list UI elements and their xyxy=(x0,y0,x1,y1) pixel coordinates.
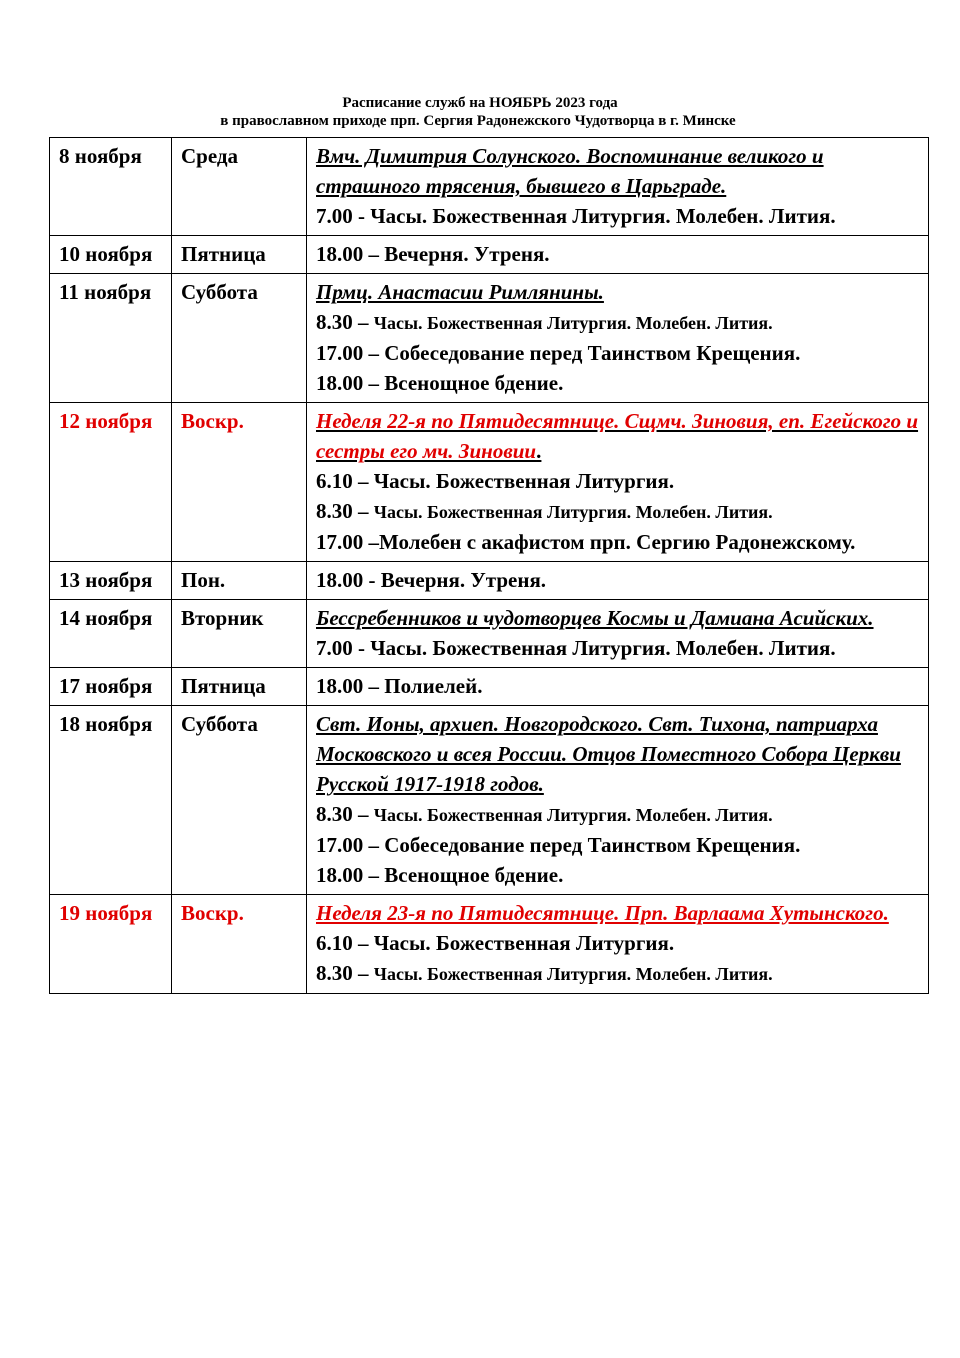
service-text: Молебен с акафистом прп. Сергию Радонежскому. xyxy=(379,530,856,554)
day-cell: Вторник xyxy=(172,600,307,668)
service-time: 18.00 – xyxy=(316,242,385,266)
services-cell xyxy=(307,274,929,403)
service-text: Часы. Божественная Литургия. Молебен. Лития. xyxy=(370,204,836,228)
service-text: Вечерня. Утреня. xyxy=(384,242,550,266)
service-text: Собеседование перед Таинством Крещения. xyxy=(384,833,801,857)
parish-subtitle: в православном приходе прп. Сергия Радонежского Чудотворца в г. Минске xyxy=(220,113,736,129)
day-cell: Пятница xyxy=(172,668,307,706)
day-cell: Среда xyxy=(172,138,307,236)
services-cell xyxy=(307,668,929,706)
feast-title: Вмч. Димитрия Солунского. Воспоминание великого и страшного трясения, бывшего в Царьграде. xyxy=(316,144,824,198)
service-time: 18.00 - xyxy=(316,568,381,592)
services-cell xyxy=(307,236,929,274)
table-row xyxy=(50,236,929,274)
service-text: Вечерня. Утреня. xyxy=(380,568,547,592)
service-line xyxy=(316,799,922,830)
service-text: Всенощное бдение. xyxy=(384,371,564,395)
date-cell: 13 ноября xyxy=(50,562,172,600)
service-line xyxy=(316,496,922,527)
services-cell xyxy=(307,562,929,600)
service-line xyxy=(316,565,922,595)
service-text: Полиелей. xyxy=(384,674,483,698)
service-text: Часы. Божественная Литургия. Молебен. Лития. xyxy=(370,636,836,660)
service-line xyxy=(316,466,922,496)
schedule-title: Расписание служб на НОЯБРЬ 2023 года xyxy=(342,95,618,111)
service-line xyxy=(316,368,922,398)
service-text: Собеседование перед Таинством Крещения. xyxy=(384,341,801,365)
table-row xyxy=(50,403,929,562)
date-cell: 19 ноября xyxy=(50,895,172,994)
service-line xyxy=(316,201,922,231)
service-time: 7.00 - xyxy=(316,204,371,228)
service-text: Часы. Божественная Литургия. xyxy=(373,931,675,955)
feast-title: Прмц. Анастасии Римлянины. xyxy=(316,280,604,304)
date-cell: 12 ноября xyxy=(50,403,172,562)
service-time: 18.00 – xyxy=(316,674,385,698)
feast-title: Свт. Ионы, архиеп. Новгородского. Свт. Тихона, патриарха Московского и всея России. Отцов Поместного Собора Церкви Русской 1917-1918 годов. xyxy=(316,712,901,796)
date-cell: 10 ноября xyxy=(50,236,172,274)
table-row xyxy=(50,600,929,668)
service-text: Часы. Божественная Литургия. Молебен. Лития. xyxy=(373,502,773,522)
services-cell xyxy=(307,138,929,236)
schedule-header xyxy=(0,94,960,130)
table-row xyxy=(50,274,929,403)
service-time: 17.00 – xyxy=(316,530,379,554)
table-row xyxy=(50,562,929,600)
service-time: 6.10 – xyxy=(316,469,374,493)
day-cell: Суббота xyxy=(172,274,307,403)
day-cell: Воскр. xyxy=(172,895,307,994)
service-line xyxy=(316,958,922,989)
service-line xyxy=(316,338,922,368)
service-time: 8.30 – xyxy=(316,961,374,985)
service-line xyxy=(316,307,922,338)
feast-title: Неделя 23-я по Пятидесятнице. Прп. Варлаама Хутынского. xyxy=(316,901,889,925)
day-cell: Воскр. xyxy=(172,403,307,562)
service-time: 8.30 – xyxy=(316,802,374,826)
service-text: Часы. Божественная Литургия. Молебен. Лития. xyxy=(373,313,773,333)
service-line xyxy=(316,239,922,269)
feast-title-line: Неделя 22-я по Пятидесятнице. Сщмч. Зиновия, еп. Егейского и сестры его мч. Зиновии. xyxy=(316,409,919,463)
service-time: 17.00 – xyxy=(316,833,385,857)
table-row xyxy=(50,138,929,236)
date-cell: 8 ноября xyxy=(50,138,172,236)
service-line xyxy=(316,527,922,557)
service-time: 18.00 – xyxy=(316,863,385,887)
feast-title: Неделя 22-я по Пятидесятнице. Сщмч. Зиновия, еп. Егейского и сестры его мч. Зиновии xyxy=(316,409,919,463)
service-time: 6.10 – xyxy=(316,931,374,955)
schedule-table xyxy=(49,137,929,994)
services-cell xyxy=(307,600,929,668)
service-line xyxy=(316,830,922,860)
table-row xyxy=(50,668,929,706)
service-line xyxy=(316,633,922,663)
date-cell: 14 ноября xyxy=(50,600,172,668)
service-time: 18.00 – xyxy=(316,371,385,395)
day-cell: Пятница xyxy=(172,236,307,274)
service-text: Всенощное бдение. xyxy=(384,863,564,887)
service-time: 8.30 – xyxy=(316,499,374,523)
day-cell: Пон. xyxy=(172,562,307,600)
date-cell: 17 ноября xyxy=(50,668,172,706)
service-line xyxy=(316,928,922,958)
date-cell: 18 ноября xyxy=(50,706,172,895)
services-cell xyxy=(307,895,929,994)
service-time: 8.30 – xyxy=(316,310,374,334)
service-text: Часы. Божественная Литургия. xyxy=(373,469,675,493)
service-line xyxy=(316,860,922,890)
services-cell xyxy=(307,706,929,895)
service-text: Часы. Божественная Литургия. Молебен. Лития. xyxy=(373,964,773,984)
service-time: 17.00 – xyxy=(316,341,385,365)
day-cell: Суббота xyxy=(172,706,307,895)
feast-title: Бессребенников и чудотворцев Космы и Дамиана Асийских. xyxy=(316,606,874,630)
table-row xyxy=(50,895,929,994)
date-cell: 11 ноября xyxy=(50,274,172,403)
service-time: 7.00 - xyxy=(316,636,371,660)
service-line xyxy=(316,671,922,701)
services-cell xyxy=(307,403,929,562)
service-text: Часы. Божественная Литургия. Молебен. Лития. xyxy=(373,805,773,825)
table-row xyxy=(50,706,929,895)
